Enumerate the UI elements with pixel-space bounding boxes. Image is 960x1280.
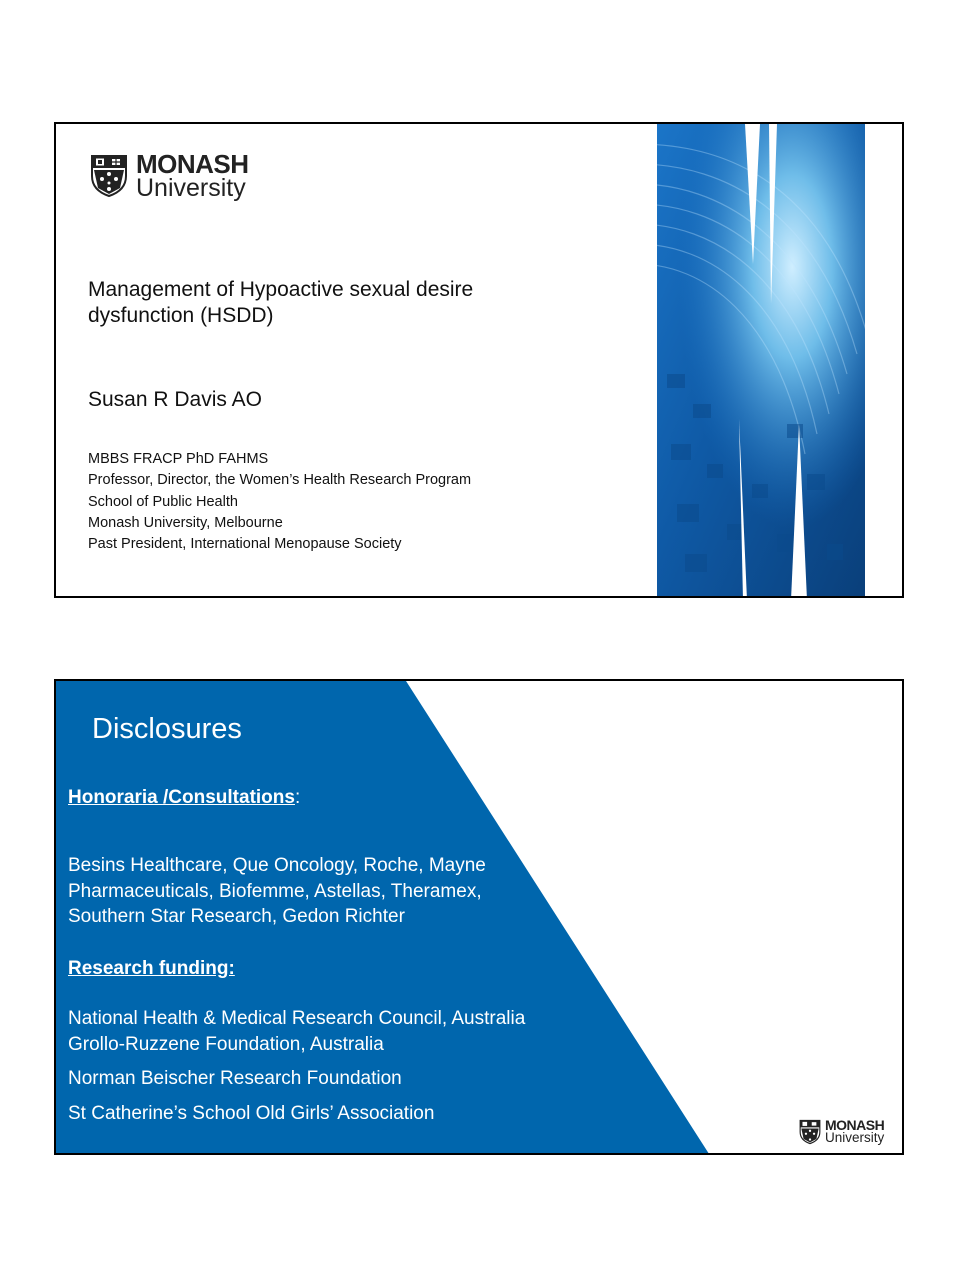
credential-line: MBBS FRACP PhD FAHMS [88, 451, 269, 467]
honoraria-heading [68, 785, 300, 811]
credential-line: School of Public Health [88, 493, 238, 510]
honoraria-companies: Besins Healthcare, Que Oncology, Roche, Mayne Pharmaceuticals, Biofemme, Astellas, Theramex, Southern Star Research, Gedon Richter [68, 855, 486, 927]
funding-item: Norman Beischer Research Foundation [68, 1068, 402, 1089]
credential-line: Past President, International Menopause Society [88, 536, 402, 553]
research-heading-text: Research funding: [68, 958, 235, 979]
logo-line-1: MONASH [825, 1117, 885, 1133]
monash-crest-icon [799, 1119, 821, 1145]
title-slide [54, 122, 904, 598]
credential-line: Professor, Director, the Women’s Health Research Program [88, 472, 472, 489]
logo-line-2: University [136, 173, 246, 202]
logo-line-1: MONASH [136, 149, 249, 179]
monash-crest-icon [90, 154, 128, 198]
credentials-list [88, 449, 471, 555]
funding-item: St Catherine’s School Old Girls’ Association [68, 1102, 435, 1124]
funding-item: Grollo-Ruzzene Foundation, Australia [68, 1033, 384, 1055]
monash-m-artwork [657, 124, 865, 598]
slide-title: Disclosures [92, 713, 242, 745]
funding-item: National Health & Medical Research Council, Australia [68, 1008, 526, 1029]
presenter-name: Susan R Davis AO [88, 388, 262, 411]
research-funding-heading [68, 956, 235, 982]
monash-logo-small [799, 1119, 884, 1145]
monash-logo [90, 149, 249, 202]
honoraria-colon: : [294, 787, 301, 808]
honoraria-heading-text: Honoraria /Consultations [68, 787, 295, 808]
funding-list [68, 1006, 525, 1126]
credential-line: Monash University, Melbourne [88, 514, 283, 531]
disclosures-slide [54, 679, 904, 1155]
presentation-title: Management of Hypoactive sexual desire dysfunction (HSDD) [88, 278, 474, 327]
logo-line-2: University [825, 1130, 885, 1146]
